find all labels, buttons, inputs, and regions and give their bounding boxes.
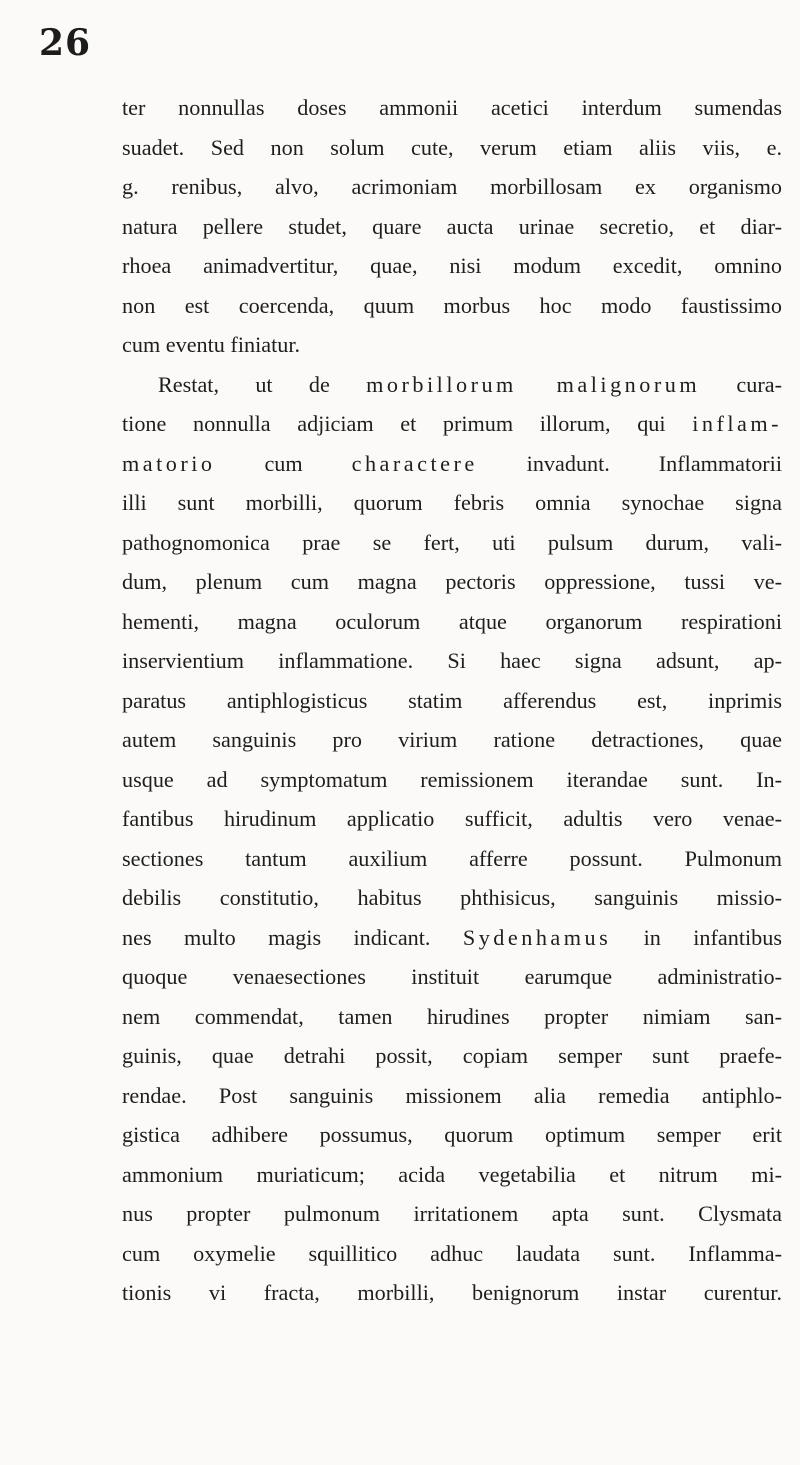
text-line: pathognomonica prae se fert, uti pulsum durum, vali-	[122, 529, 782, 555]
emphasized-term: inflam-	[692, 411, 782, 436]
text-line: sectiones tantum auxilium afferre possunt. Pulmonum	[122, 845, 782, 871]
text-line: usque ad symptomatum remissionem iterandae sunt. In-	[122, 766, 782, 792]
text-line: tione nonnulla adjiciam et primum illorum, qui inflam-	[122, 411, 782, 436]
text-line: paratus antiphlogisticus statim afferendus est, inprimis	[122, 687, 782, 713]
text-line: illi sunt morbilli, quorum febris omnia synochae signa	[122, 490, 782, 515]
text-line: debilis constitutio, habitus phthisicus, sanguinis missio-	[122, 885, 782, 910]
text-line: natura pellere studet, quare aucta urinae secretio, et diar-	[122, 213, 782, 239]
emphasized-term: Sydenhamus	[462, 924, 612, 950]
body-text	[122, 88, 782, 1313]
text-line: nes multo magis indicant. Sydenhamus in infantibus	[122, 924, 783, 950]
text-line: g. renibus, alvo, acrimoniam morbillosam ex organismo	[122, 174, 782, 199]
text-line: dum, plenum cum magna pectoris oppressione, tussi ve-	[122, 569, 782, 594]
text-line: cum oxymelie squillitico adhuc laudata sunt. Inflamma-	[122, 1240, 782, 1266]
text-line: hementi, magna oculorum atque organorum respirationi	[122, 608, 782, 634]
text-line: inservientium inflammatione. Si haec signa adsunt, ap-	[122, 648, 782, 673]
emphasized-term: matorio	[122, 450, 216, 476]
text-line: rendae. Post sanguinis missionem alia remedia antiphlo-	[122, 1082, 782, 1108]
text-line: quoque venaesectiones instituit earumque administratio-	[122, 964, 782, 989]
text-line: autem sanguinis pro virium ratione detractiones, quae	[122, 727, 782, 752]
emphasized-term: morbillorum malignorum	[366, 371, 701, 397]
emphasized-term: charactere	[351, 450, 478, 476]
text-line: nem commendat, tamen hirudines propter nimiam san-	[122, 1003, 782, 1029]
text-line: cum eventu finiatur.	[122, 332, 301, 357]
text-line: suadet. Sed non solum cute, verum etiam aliis viis, e.	[122, 134, 782, 160]
text-line: rhoea animadvertitur, quae, nisi modum excedit, omnino	[122, 253, 782, 278]
text-line: matorio cum charactere invadunt. Inflammatorii	[122, 450, 783, 476]
text-line: gistica adhibere possumus, quorum optimum semper erit	[122, 1122, 782, 1147]
text-line: non est coercenda, quum morbus hoc modo faustissimo	[122, 292, 782, 318]
text-line: ammonium muriaticum; acida vegetabilia et nitrum mi-	[122, 1161, 782, 1187]
page-number: 26	[39, 22, 92, 64]
text-line: nus propter pulmonum irritationem apta sunt. Clysmata	[122, 1201, 782, 1226]
text-line: Restat, ut de morbillorum malignorum cura-	[158, 371, 782, 397]
text-line: guinis, quae detrahi possit, copiam semper sunt praefe-	[122, 1043, 782, 1068]
text-line: fantibus hirudinum applicatio sufficit, adultis vero venae-	[122, 806, 782, 831]
text-line: ter nonnullas doses ammonii acetici interdum sumendas	[122, 95, 782, 120]
text-line: tionis vi fracta, morbilli, benignorum instar curentur.	[122, 1280, 782, 1305]
